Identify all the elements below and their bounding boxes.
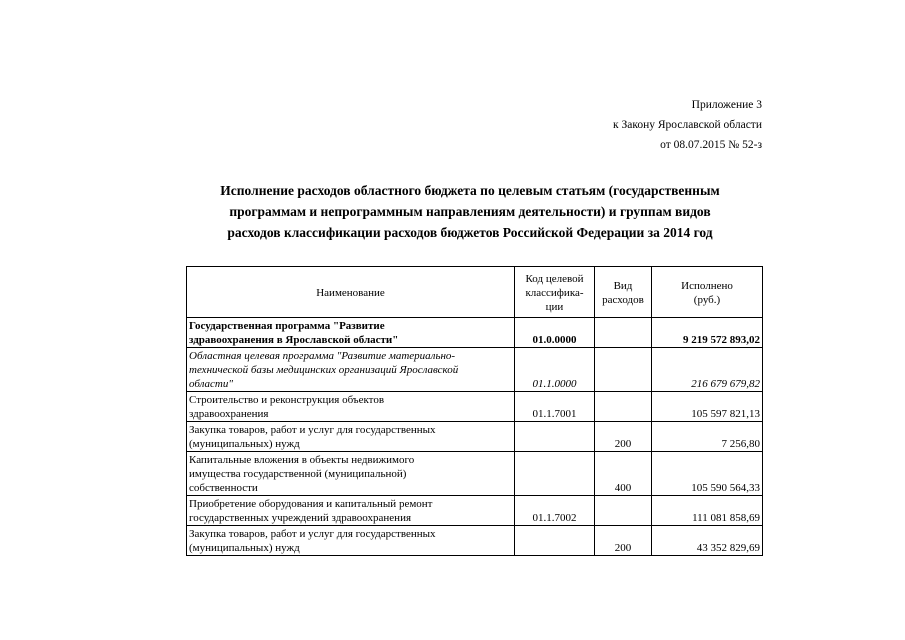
row-expense-type	[595, 392, 652, 422]
table-row	[187, 348, 763, 392]
row-code: 01.0.0000	[515, 318, 595, 348]
row-name: Капитальные вложения в объекты недвижимого имущества государственной (муниципальной) собственности	[187, 452, 515, 496]
row-code	[515, 526, 595, 556]
table-row	[187, 452, 763, 496]
row-expense-type	[595, 348, 652, 392]
table-row	[187, 318, 763, 348]
row-code: 01.1.0000	[515, 348, 595, 392]
title-line-2: программам и непрограммным направлениям деятельности) и группам видов	[229, 204, 711, 219]
row-name: Закупка товаров, работ и услуг для государственных (муниципальных) нужд	[187, 526, 515, 556]
appendix-law-date: от 08.07.2015 № 52-з	[660, 139, 762, 151]
table-row	[187, 496, 763, 526]
row-amount: 105 590 564,33	[652, 452, 763, 496]
row-amount: 43 352 829,69	[652, 526, 763, 556]
header-name: Наименование	[187, 267, 515, 318]
row-code	[515, 452, 595, 496]
appendix-law-reference: к Закону Ярославской области	[613, 119, 762, 131]
row-name: Приобретение оборудования и капитальный ремонт государственных учреждений здравоохранения	[187, 496, 515, 526]
row-name: Закупка товаров, работ и услуг для государственных (муниципальных) нужд	[187, 422, 515, 452]
row-amount: 111 081 858,69	[652, 496, 763, 526]
row-code	[515, 422, 595, 452]
budget-execution-table	[186, 266, 763, 556]
row-expense-type: 400	[595, 452, 652, 496]
title-line-3: расходов классификации расходов бюджетов Российской Федерации за 2014 год	[227, 225, 713, 240]
row-name: Областная целевая программа "Развитие материально- технической базы медицинских организаций Ярославской области"	[187, 348, 515, 392]
row-expense-type	[595, 318, 652, 348]
row-code: 01.1.7001	[515, 392, 595, 422]
appendix-number: Приложение 3	[691, 99, 762, 111]
header-code: Код целевой классифика- ции	[515, 267, 595, 318]
row-amount: 105 597 821,13	[652, 392, 763, 422]
row-expense-type	[595, 496, 652, 526]
table-row	[187, 392, 763, 422]
table-row	[187, 526, 763, 556]
row-expense-type: 200	[595, 526, 652, 556]
row-expense-type: 200	[595, 422, 652, 452]
table-header-row	[187, 267, 763, 318]
row-code: 01.1.7002	[515, 496, 595, 526]
appendix-header	[613, 95, 762, 155]
row-name: Государственная программа "Развитие здравоохранения в Ярославской области"	[187, 318, 515, 348]
title-line-1: Исполнение расходов областного бюджета по целевым статьям (государственным	[220, 183, 720, 198]
row-amount: 216 679 679,82	[652, 348, 763, 392]
header-expense-type: Вид расходов	[595, 267, 652, 318]
row-name: Строительство и реконструкция объектов здравоохранения	[187, 392, 515, 422]
row-amount: 9 219 572 893,02	[652, 318, 763, 348]
header-executed-amount: Исполнено (руб.)	[652, 267, 763, 318]
row-amount: 7 256,80	[652, 422, 763, 452]
document-title	[170, 180, 770, 243]
table-row	[187, 422, 763, 452]
